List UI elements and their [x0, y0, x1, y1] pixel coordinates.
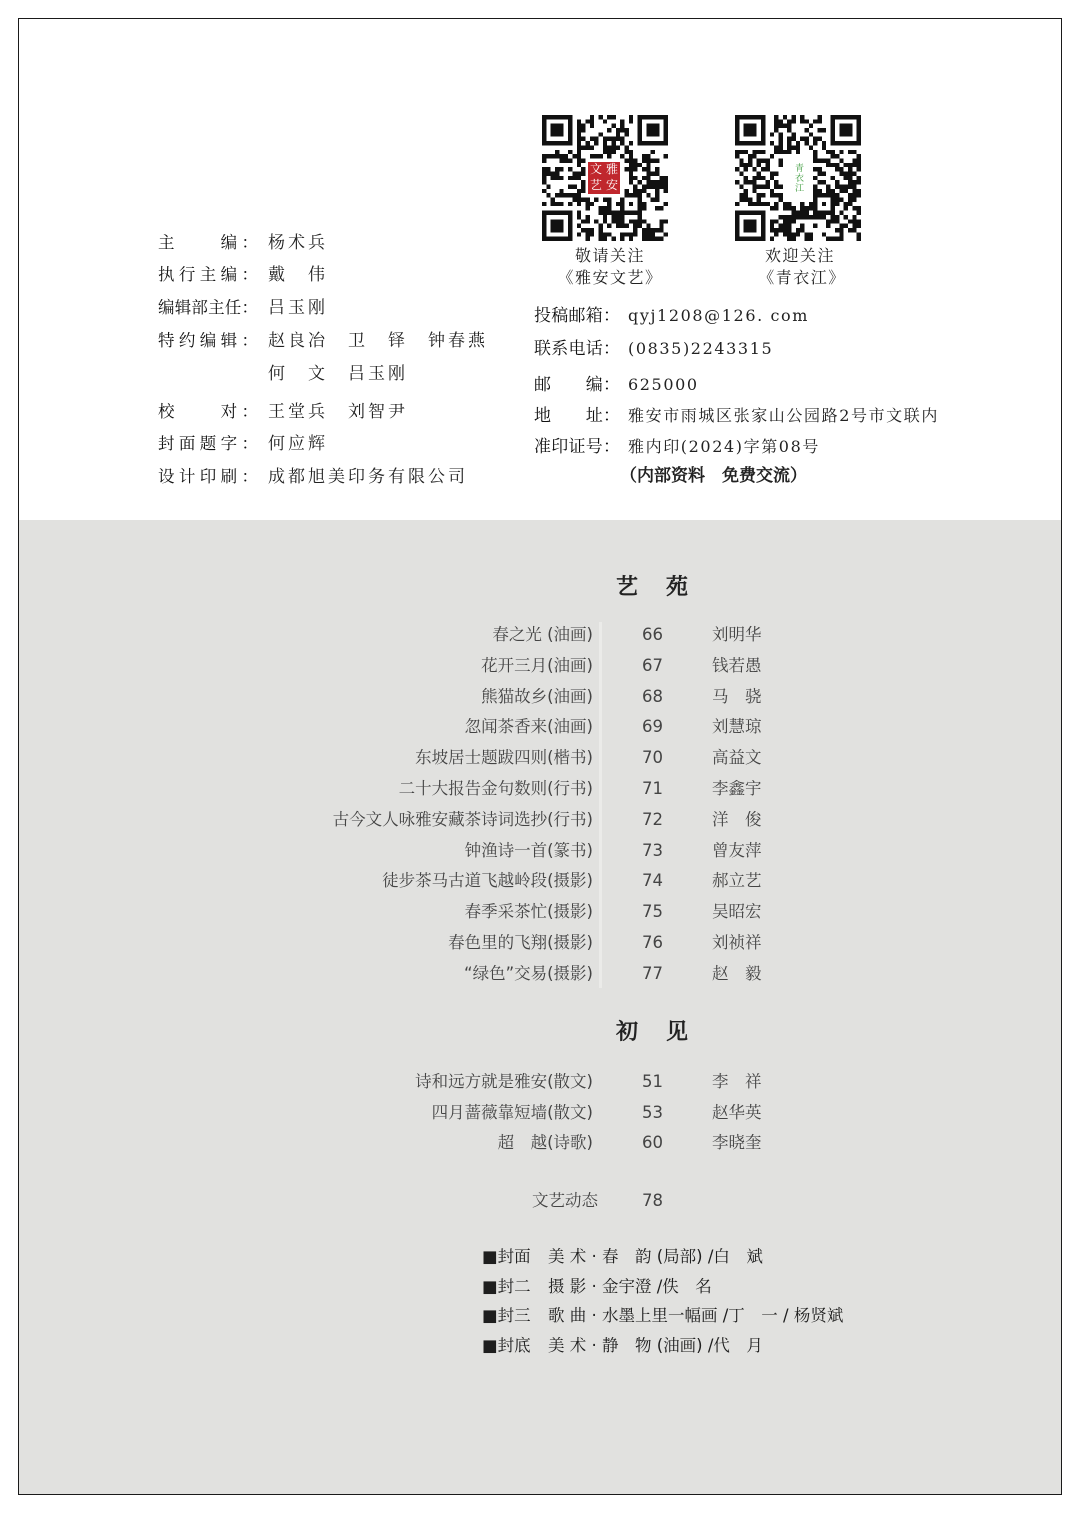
- masthead-label: 封面题字：: [158, 434, 258, 453]
- masthead-row-contributing-editors-continued: [158, 362, 408, 386]
- masthead-value: 杨术兵: [268, 233, 328, 253]
- toc-page: 51: [642, 1072, 663, 1091]
- cover-note-text: 歌 曲 · 水墨上里一幅画 /丁 一 / 杨贤斌: [548, 1306, 844, 1326]
- contact-value: (0835)2243315: [628, 339, 774, 358]
- toc-page: 72: [642, 809, 663, 829]
- toc-page: 77: [642, 963, 663, 983]
- cover-notes: [0, 1242, 1080, 1361]
- toc-author: 刘祯祥: [712, 932, 762, 952]
- toc-row: [0, 805, 1080, 836]
- toc-page: 68: [642, 686, 663, 706]
- contact-value: 625000: [628, 375, 699, 394]
- toc-row: [0, 836, 1080, 867]
- toc-author: 李 祥: [712, 1072, 762, 1091]
- masthead-row-contributing-editors: [158, 329, 488, 353]
- qr-caption-follow: 敬请关注: [574, 246, 645, 265]
- masthead-value: 何应辉: [268, 434, 328, 454]
- toc-title: 徒步茶马古道飞越岭段(摄影): [382, 871, 593, 891]
- toc-author: 赵 毅: [712, 963, 762, 983]
- toc-title: “绿色”交易(摄影): [464, 963, 593, 983]
- toc-page: 67: [642, 655, 663, 675]
- toc-row: [0, 866, 1080, 897]
- toc-list-chujian: [0, 1067, 1080, 1159]
- toc-page: 74: [642, 871, 663, 891]
- masthead-row-proofreading: [158, 400, 408, 424]
- masthead-label: 特约编辑：: [158, 331, 258, 350]
- masthead-row-department-head: [158, 296, 328, 320]
- contact-row-permit: [534, 435, 820, 459]
- toc-title: 春之光 (油画): [492, 625, 593, 644]
- masthead-label: 编辑部主任：: [158, 298, 258, 317]
- toc-author: 钱若愚: [712, 655, 762, 675]
- cover-note-text: 美 术 · 静 物 (油画) /代 月: [548, 1336, 763, 1356]
- logo-char: 艺: [589, 178, 602, 192]
- masthead-label: 主 编：: [158, 233, 258, 252]
- qr-caption-name: 《青衣江》: [758, 268, 846, 287]
- toc-title: 诗和远方就是雅安(散文): [415, 1072, 593, 1091]
- toc-row: [0, 682, 1080, 713]
- toc-page: 53: [642, 1102, 663, 1122]
- toc-page: 69: [642, 717, 663, 737]
- toc-row: [0, 1128, 1080, 1159]
- cover-note-label: ■封面: [482, 1247, 531, 1266]
- logo-char: 文: [589, 162, 602, 176]
- toc-page: 78: [642, 1191, 663, 1210]
- toc-row: [0, 774, 1080, 805]
- toc-author: 刘慧琼: [712, 717, 762, 737]
- toc-author: 吴昭宏: [712, 902, 762, 922]
- contact-value: qyj1208@126. com: [628, 306, 810, 325]
- qr-caption-name: 《雅安文艺》: [557, 268, 663, 287]
- masthead-value: 赵良冶 卫 铎 钟春燕: [268, 331, 488, 351]
- toc-title: 春色里的飞翔(摄影): [448, 932, 593, 952]
- toc-title: 古今文人咏雅安藏茶诗词选抄(行书): [332, 809, 593, 829]
- toc-author: 马 骁: [712, 686, 762, 706]
- contact-label: 邮 编：: [534, 375, 620, 395]
- toc-title: 超 越(诗歌): [497, 1133, 593, 1153]
- toc-page: 73: [642, 840, 663, 860]
- toc-page: 70: [642, 748, 663, 768]
- contact-label: 准印证号：: [534, 437, 620, 457]
- qingyijiang-logo: [786, 159, 810, 197]
- masthead-value: 戴 伟: [268, 265, 328, 285]
- toc-page: 60: [642, 1133, 663, 1153]
- cover-note-text: 摄 影 · 金宇澄 /佚 名: [548, 1276, 712, 1296]
- toc-row: [0, 1067, 1080, 1098]
- toc-title: 二十大报告金句数则(行书): [398, 778, 593, 798]
- contact-row-phone: [534, 337, 774, 361]
- internal-material-note: （内部资料 免费交流）: [620, 466, 807, 486]
- masthead-label: 执行主编：: [158, 265, 258, 284]
- toc-row: [0, 743, 1080, 774]
- masthead-row-design-printing: [158, 465, 468, 489]
- masthead-label: 校 对：: [158, 402, 258, 421]
- toc-row: [0, 1098, 1080, 1129]
- masthead-row-cover-calligraphy: [158, 432, 328, 456]
- logo-char: 雅: [605, 162, 618, 176]
- contact-label: 地 址：: [534, 406, 620, 426]
- toc-page: 75: [642, 902, 663, 922]
- contact-row-postcode: [534, 373, 699, 397]
- masthead-value: 吕玉刚: [268, 298, 328, 318]
- contact-row-address: [534, 404, 939, 428]
- toc-title: 花开三月(油画): [481, 655, 593, 675]
- cover-note-label: ■封三: [482, 1306, 531, 1326]
- toc-title: 文艺动态: [532, 1191, 598, 1210]
- toc-row: [0, 651, 1080, 682]
- toc-author: 曾友萍: [712, 840, 762, 860]
- cover-note-text: 美 术 · 春 韵 (局部) /白 斌: [548, 1247, 763, 1266]
- cover-note-row: [0, 1272, 1080, 1302]
- toc-author: 郝立艺: [712, 871, 762, 891]
- toc-title: 四月蔷薇靠短墙(散文): [431, 1102, 593, 1122]
- toc-row-arts-news: [0, 1186, 1080, 1216]
- qr-code-yaan-wenyi: [542, 115, 668, 241]
- cover-note-label: ■封二: [482, 1276, 531, 1296]
- toc-author: 刘明华: [712, 625, 762, 644]
- contact-label: 投稿邮箱：: [534, 306, 620, 326]
- contact-value: 雅安市雨城区张家山公园路2号市文联内: [628, 406, 939, 425]
- toc-author: 赵华英: [712, 1102, 762, 1122]
- toc-title: 东坡居士题跋四则(楷书): [415, 748, 593, 768]
- cover-note-row: [0, 1301, 1080, 1331]
- masthead-row-chief-editor: [158, 231, 328, 255]
- qr-caption-follow: 欢迎关注: [764, 246, 835, 265]
- toc-title: 忽闻茶香来(油画): [464, 717, 593, 737]
- toc-author: 李晓奎: [712, 1133, 762, 1153]
- toc-row: [0, 712, 1080, 743]
- toc-row: [0, 959, 1080, 990]
- toc-author: 高益文: [712, 748, 762, 768]
- cover-note-row: [0, 1242, 1080, 1272]
- masthead-value: 何 文 吕玉刚: [268, 364, 408, 384]
- contact-label: 联系电话：: [534, 339, 620, 359]
- toc-title: 熊猫故乡(油画): [481, 686, 593, 706]
- toc-page: 66: [642, 625, 663, 644]
- toc-page: 76: [642, 932, 663, 952]
- toc-row: [0, 620, 1080, 651]
- toc-row: [0, 897, 1080, 928]
- toc-title: 钟渔诗一首(篆书): [464, 840, 593, 860]
- masthead-value: 王堂兵 刘智尹: [268, 402, 408, 422]
- qr-code-qingyijiang: [735, 115, 861, 241]
- toc-author: 洋 俊: [712, 809, 762, 829]
- section-heading-yiyuan: 艺 苑: [615, 574, 691, 600]
- section-heading-chujian: 初 见: [615, 1019, 691, 1045]
- contact-value: 雅内印(2024)字第08号: [628, 437, 820, 456]
- toc-title: 春季采茶忙(摄影): [464, 902, 593, 922]
- contact-row-email: [534, 304, 810, 328]
- toc-author: 李鑫宇: [712, 778, 762, 798]
- toc-page: 71: [642, 778, 663, 798]
- cover-note-row: [0, 1331, 1080, 1361]
- masthead-value: 成都旭美印务有限公司: [268, 467, 468, 487]
- toc-row: [0, 928, 1080, 959]
- yaan-wenyi-logo: [587, 161, 621, 195]
- toc-list-yiyuan: [0, 620, 1080, 990]
- masthead-row-executive-editor: [158, 263, 328, 287]
- logo-char: 安: [605, 178, 618, 192]
- masthead-label: 设计印刷：: [158, 467, 258, 486]
- logo-text: 青衣江: [793, 163, 803, 193]
- cover-note-label: ■封底: [482, 1336, 531, 1356]
